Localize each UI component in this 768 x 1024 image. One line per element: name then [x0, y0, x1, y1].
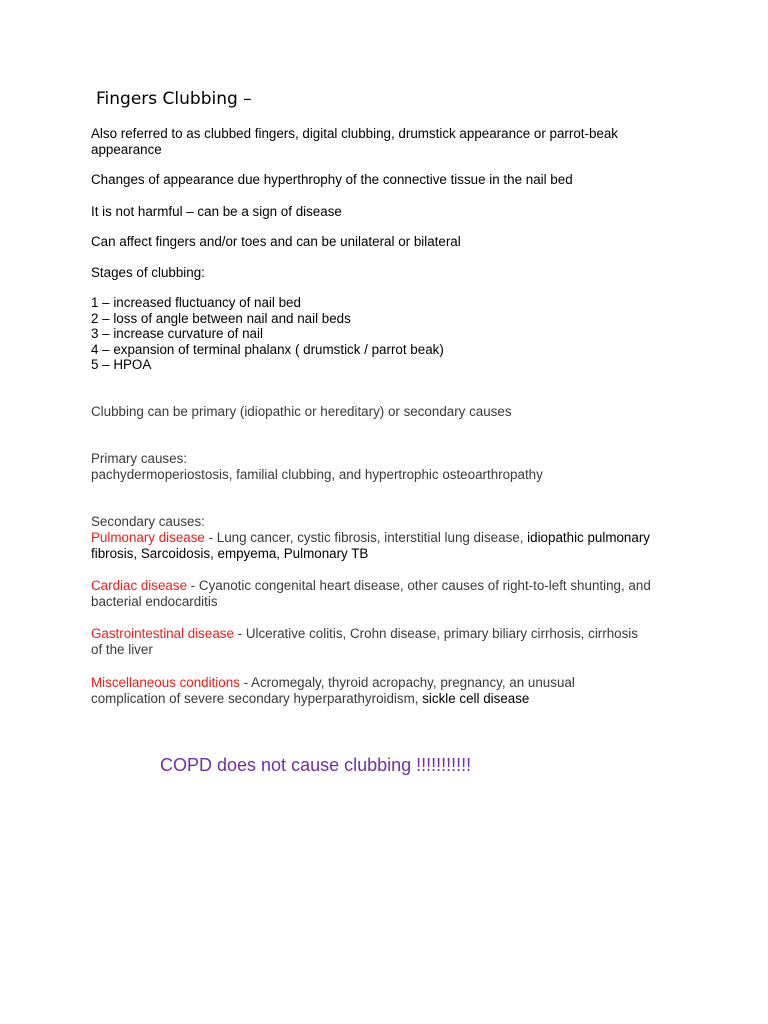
cardiac-causes	[91, 578, 651, 610]
misc-conditions-text: - Acromegaly, thyroid acropachy, pregnancy, an unusual complication of severe secondary hyperparathyroidism,	[91, 675, 575, 706]
paragraph-changes: Changes of appearance due hyperthrophy of the connective tissue in the nail bed	[91, 172, 573, 187]
primary-causes-text: pachydermoperiostosis, familial clubbing, and hypertrophic osteoarthropathy	[91, 467, 543, 482]
gi-disease-text: - Ulcerative colitis, Crohn disease, primary biliary cirrhosis, cirrhosis of the liver	[91, 626, 638, 657]
stage-item: 4 – expansion of terminal phalanx ( drumstick / parrot beak)	[91, 341, 444, 357]
gi-causes	[91, 626, 651, 658]
misc-conditions-label: Miscellaneous conditions	[91, 675, 240, 690]
stage-item: 5 – HPOA	[91, 357, 152, 372]
secondary-causes	[91, 514, 651, 562]
stages-list	[91, 295, 691, 373]
paragraph-affect: Can affect fingers and/or toes and can be unilateral or bilateral	[91, 234, 461, 249]
paragraph-harm: It is not harmful – can be a sign of disease	[91, 204, 342, 219]
misc-conditions-text-black: sickle cell disease	[418, 691, 530, 706]
secondary-causes-heading: Secondary causes:	[91, 514, 205, 529]
cardiac-disease-text: - Cyanotic congenital heart disease, other causes of right-to-left shunting, and bacterial endocarditis	[91, 578, 651, 609]
stage-item: 2 – loss of angle between nail and nail beds	[91, 310, 351, 326]
cardiac-disease-label: Cardiac disease	[91, 578, 188, 593]
pulmonary-disease-text: - Lung cancer, cystic fibrosis, interstitial lung disease,	[204, 530, 524, 545]
pulmonary-disease-text-black: idiopathic pulmonary fibrosis, Sarcoidosis, empyema, Pulmonary TB	[91, 530, 650, 561]
primary-causes	[91, 451, 691, 483]
copd-note: COPD does not cause clubbing !!!!!!!!!!!	[160, 755, 472, 775]
gi-disease-label: Gastrointestinal disease	[91, 626, 234, 641]
stage-item: 3 – increase curvature of nail	[91, 326, 263, 341]
page-title: Fingers Clubbing –	[96, 89, 252, 109]
stages-heading: Stages of clubbing:	[91, 265, 205, 280]
paragraph-aka: Also referred to as clubbed fingers, digital clubbing, drumstick appearance or parrot-beak appearance	[91, 126, 618, 157]
stage-item: 1 – increased fluctuancy of nail bed	[91, 295, 301, 310]
misc-causes	[91, 675, 651, 707]
pulmonary-disease-label: Pulmonary disease	[91, 530, 205, 545]
paragraph-primary-or-secondary: Clubbing can be primary (idiopathic or hereditary) or secondary causes	[91, 404, 512, 419]
primary-causes-heading: Primary causes:	[91, 451, 187, 466]
